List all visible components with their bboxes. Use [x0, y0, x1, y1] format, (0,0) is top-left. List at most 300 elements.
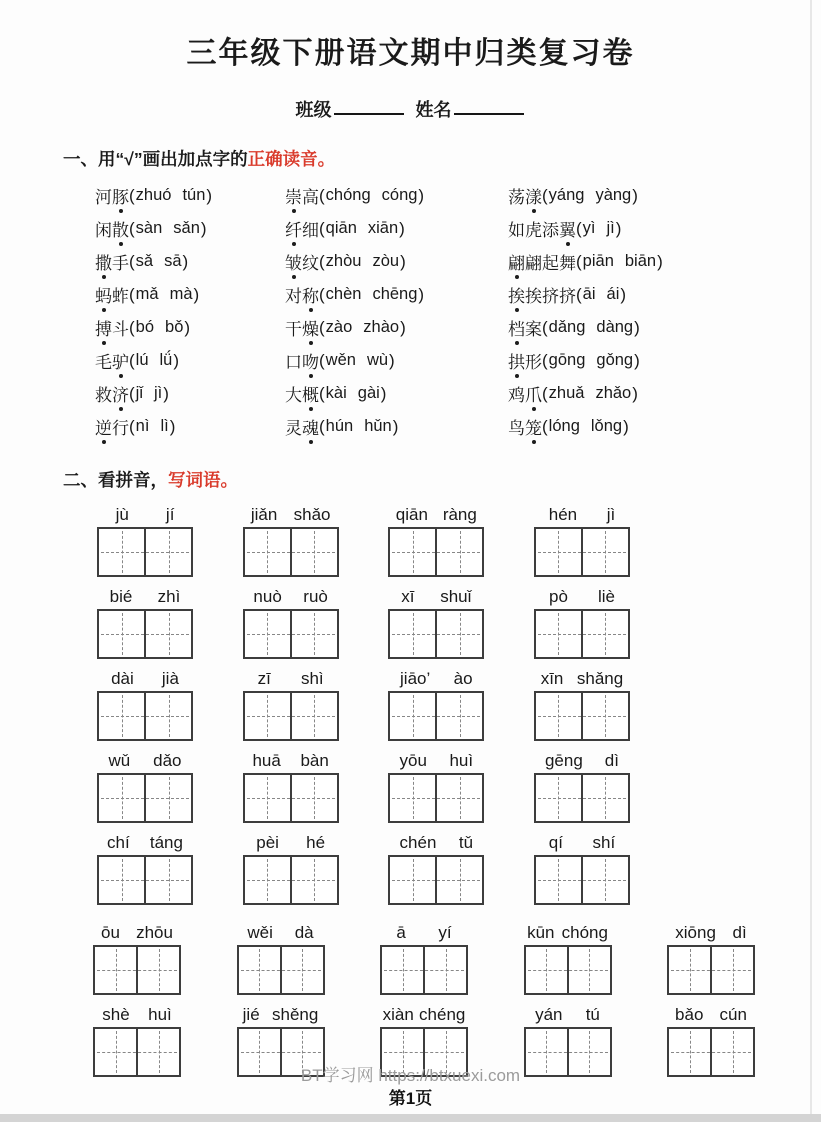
pinyin-syllable: jù — [115, 505, 129, 524]
pinyin-label — [243, 504, 339, 525]
grid-item — [534, 750, 630, 823]
paren-close: ) — [400, 317, 406, 337]
tianzige-cell — [390, 529, 435, 575]
tianzige-cell — [567, 947, 610, 993]
word-item — [95, 344, 285, 377]
pinyin-option-2: bǒ — [165, 318, 184, 336]
word-text — [508, 381, 542, 406]
pinyin-option-2: tún — [182, 186, 206, 204]
pinyin-syllable: jià — [161, 669, 179, 688]
word-char: 翩 — [525, 254, 542, 273]
tianzige-box — [534, 855, 630, 905]
word-char: 救 — [95, 386, 112, 405]
word-char: 蚱 — [112, 287, 129, 306]
grid-item — [388, 586, 484, 659]
word-char: 舞 — [559, 254, 576, 273]
section1-heading-text: 用“√”画出加点字的 — [98, 149, 248, 169]
pinyin-syllable: ràng — [442, 505, 477, 524]
tianzige-cell — [390, 775, 435, 821]
paren-close: ) — [657, 251, 663, 271]
paren-open: ( — [542, 350, 548, 370]
word-char: 行 — [112, 419, 129, 438]
word-char: 闲 — [95, 221, 112, 240]
tianzige-box — [667, 945, 755, 995]
pinyin-grid-row — [97, 586, 630, 659]
grid-item — [243, 504, 339, 577]
paren-open: ( — [319, 284, 325, 304]
paren-close: ) — [634, 350, 640, 370]
paren-close: ) — [399, 218, 405, 238]
pinyin-option-2: biān — [624, 252, 657, 270]
pinyin-syllable: jiǎn — [250, 505, 278, 524]
pinyin-option-1: zhòu — [325, 252, 362, 270]
pinyin-option-1: gōng — [548, 351, 586, 369]
page-title: 三年级下册语文期中归类复习卷 — [186, 37, 635, 70]
pinyin-label — [243, 750, 339, 771]
pinyin-syllable: pò — [548, 587, 568, 606]
pinyin-syllable: bié — [109, 587, 133, 606]
grid-item — [243, 832, 339, 905]
word-char-dotted: 档 — [508, 315, 525, 340]
word-char-dotted: 撒 — [95, 249, 112, 274]
pinyin-syllable: ōu — [101, 923, 120, 942]
pinyin-syllable: yí — [438, 923, 452, 942]
pinyin-option-2: xiān — [367, 219, 399, 237]
tianzige-box — [243, 609, 339, 659]
pinyin-syllable: xīn — [540, 669, 564, 688]
paren-close: ) — [206, 185, 213, 205]
word-item — [285, 344, 508, 377]
grid-item — [97, 668, 193, 741]
pinyin-option-2: chēng — [372, 285, 418, 303]
pinyin-syllable: cún — [719, 1005, 747, 1024]
word-char: 添 — [542, 221, 559, 240]
page-number: 第1页 — [388, 1089, 433, 1108]
paren-open: ( — [542, 383, 548, 403]
word-text — [95, 249, 129, 274]
pinyin-syllable: shí — [592, 833, 616, 852]
pinyin-label — [97, 668, 193, 689]
pinyin-option-1: sàn — [135, 219, 163, 237]
section2-heading — [63, 467, 781, 492]
pinyin-option-2: lì — [160, 417, 169, 435]
name-label: 姓名 — [415, 100, 452, 120]
word-text — [508, 315, 542, 340]
pinyin-syllable: wǔ — [108, 751, 131, 770]
tianzige-box — [380, 945, 468, 995]
pinyin-syllable: chéng — [419, 1005, 466, 1024]
word-char-dotted: 驴 — [112, 348, 129, 373]
word-char: 挤 — [559, 287, 576, 306]
paren-close: ) — [400, 251, 406, 271]
tianzige-box — [534, 773, 630, 823]
pinyin-option-2: dàng — [596, 318, 634, 336]
tianzige-cell — [95, 947, 136, 993]
pinyin-syllable: gēng — [544, 751, 583, 770]
pinyin-option-1: jǐ — [135, 384, 144, 402]
paren-open: ( — [129, 383, 135, 403]
paren-open: ( — [542, 185, 548, 205]
paren-close: ) — [632, 185, 638, 205]
pinyin-syllable: dǎo — [153, 751, 182, 770]
pinyin-label — [388, 504, 484, 525]
pinyin-option-1: bó — [135, 318, 155, 336]
word-text — [508, 282, 576, 307]
pinyin-label — [243, 586, 339, 607]
tianzige-box — [534, 527, 630, 577]
section1-columns — [95, 179, 781, 443]
pinyin-option-1: mǎ — [135, 285, 159, 303]
word-text — [285, 315, 319, 340]
word-item — [285, 212, 508, 245]
tianzige-cell — [390, 611, 435, 657]
paren-open: ( — [129, 251, 135, 271]
pinyin-syllable: chí — [107, 833, 130, 852]
word-char-dotted: 概 — [302, 381, 319, 406]
word-char: 灵 — [285, 419, 302, 438]
pinyin-syllable: tú — [585, 1005, 600, 1024]
word-text — [95, 348, 129, 373]
word-char: 鸟 — [508, 419, 525, 438]
pinyin-option-2: sā — [164, 252, 182, 270]
pinyin-syllable: hén — [548, 505, 578, 524]
paren-close: ) — [634, 317, 640, 337]
tianzige-box — [388, 855, 484, 905]
paren-close: ) — [184, 317, 191, 337]
word-char: 高 — [302, 188, 319, 207]
word-item — [95, 311, 285, 344]
pinyin-option-2: gài — [357, 384, 380, 402]
pinyin-option-1: sǎ — [135, 252, 154, 270]
pinyin-option-2: sǎn — [173, 219, 200, 237]
tianzige-cell — [144, 693, 191, 739]
tianzige-cell — [581, 693, 628, 739]
pinyin-syllable: shuǐ — [440, 587, 472, 606]
pinyin-option-2: zòu — [372, 252, 400, 270]
grid-item — [534, 504, 630, 577]
word-item — [508, 377, 781, 410]
tianzige-cell — [99, 775, 144, 821]
tianzige-box — [524, 945, 612, 995]
word-item — [508, 245, 781, 278]
word-item — [508, 179, 781, 212]
paren-close: ) — [193, 284, 200, 304]
word-text — [285, 282, 319, 307]
word-char-dotted: 爪 — [525, 381, 542, 406]
word-char: 手 — [112, 254, 129, 273]
section2-heading-period: 。 — [220, 470, 238, 490]
pinyin-syllable: nuò — [253, 587, 282, 606]
pinyin-syllable: huā — [252, 751, 281, 770]
pinyin-option-1: yáng — [548, 186, 585, 204]
tianzige-cell — [669, 947, 710, 993]
pinyin-option-1: piān — [582, 252, 614, 270]
pinyin-syllable: chóng — [561, 923, 608, 942]
pinyin-syllable: qiān — [395, 505, 428, 524]
paren-open: ( — [542, 317, 548, 337]
paren-close: ) — [389, 350, 395, 370]
paren-open: ( — [319, 416, 325, 436]
pinyin-grid-row — [97, 504, 630, 577]
word-text — [508, 249, 576, 274]
grid-item — [93, 922, 181, 995]
word-char-dotted: 燥 — [302, 315, 319, 340]
word-char-dotted: 翼 — [559, 216, 576, 241]
tianzige-cell — [536, 693, 581, 739]
grid-item — [237, 922, 325, 995]
tianzige-cell — [435, 857, 482, 903]
tianzige-cell — [144, 529, 191, 575]
section1-column — [95, 179, 285, 443]
word-text — [508, 414, 542, 439]
word-char: 大 — [285, 386, 302, 405]
paren-close: ) — [380, 383, 387, 403]
pinyin-option-1: qiān — [325, 219, 357, 237]
paren-close: ) — [615, 218, 622, 238]
word-text — [285, 216, 319, 241]
pinyin-option-2: gǒng — [596, 351, 634, 369]
tianzige-cell — [423, 947, 466, 993]
pinyin-syllable: dì — [604, 751, 619, 770]
pinyin-syllable: bǎo — [675, 1005, 704, 1024]
pinyin-label — [667, 922, 755, 943]
pinyin-option-2: jì — [154, 384, 163, 402]
tianzige-cell — [536, 529, 581, 575]
tianzige-cell — [99, 693, 144, 739]
pinyin-label — [97, 750, 193, 771]
pinyin-option-1: āi — [582, 285, 596, 303]
tianzige-cell — [144, 857, 191, 903]
word-item — [508, 311, 781, 344]
tianzige-cell — [536, 775, 581, 821]
tianzige-cell — [99, 529, 144, 575]
grid-item — [534, 668, 630, 741]
pinyin-option-1: wěn — [325, 351, 356, 369]
tianzige-cell — [581, 529, 628, 575]
pinyin-label — [243, 668, 339, 689]
pinyin-syllable: jì — [606, 505, 616, 524]
tianzige-box — [97, 609, 193, 659]
tianzige-box — [534, 609, 630, 659]
word-char-dotted: 皱 — [285, 249, 302, 274]
tianzige-box — [388, 773, 484, 823]
pinyin-syllable: shè — [102, 1005, 130, 1024]
tianzige-box — [93, 945, 181, 995]
word-char: 细 — [302, 221, 319, 240]
word-text — [508, 348, 542, 373]
pinyin-syllable: huì — [449, 751, 474, 770]
word-item — [95, 377, 285, 410]
paren-close: ) — [632, 383, 638, 403]
pinyin-label — [388, 832, 484, 853]
tianzige-cell — [144, 611, 191, 657]
tianzige-cell — [581, 857, 628, 903]
grid-item — [243, 586, 339, 659]
grid-item — [97, 586, 193, 659]
word-item — [508, 212, 781, 245]
pinyin-option-1: zhuó — [135, 186, 172, 204]
grid-item — [380, 922, 468, 995]
word-char-dotted: 魂 — [302, 414, 319, 439]
grid-item — [388, 504, 484, 577]
paren-close: ) — [169, 416, 176, 436]
class-blank-line — [334, 113, 404, 116]
tianzige-cell — [280, 947, 323, 993]
grid-item — [388, 668, 484, 741]
tianzige-box — [243, 773, 339, 823]
pinyin-option-1: hún — [325, 417, 354, 435]
tianzige-cell — [536, 857, 581, 903]
pinyin-label — [388, 668, 484, 689]
word-text — [95, 414, 129, 439]
pinyin-label — [534, 832, 630, 853]
tianzige-box — [243, 527, 339, 577]
pinyin-label — [388, 586, 484, 607]
pinyin-grid-row — [93, 922, 755, 995]
pinyin-syllable: zhōu — [136, 923, 173, 942]
tianzige-cell — [526, 947, 567, 993]
pinyin-label — [524, 922, 612, 943]
pinyin-label — [97, 832, 193, 853]
tianzige-box — [97, 691, 193, 741]
pinyin-label — [97, 504, 193, 525]
section1-heading-highlight: 正确读音 — [247, 149, 318, 169]
pinyin-label — [237, 922, 325, 943]
word-char-dotted: 蚂 — [95, 282, 112, 307]
word-item — [285, 245, 508, 278]
word-char-dotted: 吻 — [302, 348, 319, 373]
tianzige-cell — [435, 611, 482, 657]
word-char: 毛 — [95, 353, 112, 372]
pinyin-option-1: lóng — [548, 417, 580, 435]
pinyin-option-2: zhǎo — [595, 384, 632, 402]
pinyin-syllable: táng — [149, 833, 183, 852]
paren-open: ( — [576, 251, 582, 271]
paren-close: ) — [620, 284, 627, 304]
grid-item — [243, 668, 339, 741]
word-item — [95, 245, 285, 278]
section2-heading-text: 看拼音， — [98, 470, 168, 490]
tianzige-cell — [290, 775, 337, 821]
pinyin-option-1: chèn — [325, 285, 362, 303]
pinyin-syllable: ruò — [303, 587, 328, 606]
word-item — [95, 410, 285, 443]
pinyin-label — [667, 1004, 755, 1025]
word-text — [285, 348, 319, 373]
pinyin-label — [534, 668, 630, 689]
word-item — [95, 278, 285, 311]
paren-close: ) — [182, 251, 189, 271]
word-char-dotted: 翩 — [508, 249, 525, 274]
pinyin-syllable: shǎo — [293, 505, 331, 524]
paren-open: ( — [129, 416, 135, 436]
word-char: 挨 — [525, 287, 542, 306]
pinyin-syllable: tǔ — [458, 833, 474, 852]
pinyin-syllable: bàn — [300, 751, 329, 770]
pinyin-label — [534, 504, 630, 525]
word-char-dotted: 笼 — [525, 414, 542, 439]
word-item — [508, 344, 781, 377]
paren-open: ( — [319, 218, 325, 238]
tianzige-cell — [245, 775, 290, 821]
tianzige-cell — [144, 775, 191, 821]
pinyin-syllable: shěng — [272, 1005, 319, 1024]
word-text — [95, 381, 129, 406]
grid-item — [97, 750, 193, 823]
paren-close: ) — [418, 284, 425, 304]
pinyin-syllable: yōu — [399, 751, 427, 770]
paren-open: ( — [129, 218, 135, 238]
word-text — [95, 315, 129, 340]
pinyin-option-2: cóng — [381, 186, 418, 204]
word-text — [95, 216, 129, 241]
word-item — [508, 410, 781, 443]
pinyin-label — [534, 750, 630, 771]
pinyin-option-1: chóng — [325, 186, 371, 204]
word-item — [95, 212, 285, 245]
word-char: 河 — [95, 188, 112, 207]
tianzige-cell — [382, 947, 423, 993]
paren-close: ) — [200, 218, 207, 238]
word-char-dotted: 搏 — [95, 315, 112, 340]
word-char-dotted: 挨 — [508, 282, 525, 307]
paren-open: ( — [319, 350, 325, 370]
tianzige-cell — [239, 947, 280, 993]
word-item — [95, 179, 285, 212]
section2-rows — [63, 504, 781, 1077]
word-text — [285, 249, 319, 274]
word-char-dotted: 崇 — [285, 183, 302, 208]
word-char-dotted: 拱 — [508, 348, 525, 373]
pinyin-option-1: kài — [325, 384, 347, 402]
word-item — [285, 179, 508, 212]
word-item — [285, 377, 508, 410]
word-text — [95, 183, 129, 208]
tianzige-cell — [245, 611, 290, 657]
section2-heading-highlight: 写词语 — [168, 470, 221, 490]
word-char: 案 — [525, 320, 542, 339]
paren-open: ( — [319, 383, 325, 403]
paren-close: ) — [392, 416, 399, 436]
name-blank-line — [454, 113, 524, 116]
pinyin-syllable: pèi — [256, 833, 279, 852]
pinyin-option-1: lú — [135, 351, 149, 369]
word-char-dotted: 散 — [112, 216, 129, 241]
tianzige-cell — [290, 857, 337, 903]
pinyin-label — [243, 832, 339, 853]
pinyin-option-1: dǎng — [548, 318, 586, 336]
grid-item — [388, 750, 484, 823]
pinyin-syllable: wěi — [247, 923, 273, 942]
tianzige-cell — [99, 611, 144, 657]
scan-edge-right — [810, 0, 812, 1122]
word-item — [285, 278, 508, 311]
pinyin-label — [93, 1004, 181, 1025]
class-label: 班级 — [295, 100, 332, 120]
pinyin-label — [380, 1004, 468, 1025]
pinyin-label — [524, 1004, 612, 1025]
paren-open: ( — [129, 185, 135, 205]
tianzige-box — [388, 527, 484, 577]
section1-heading — [63, 146, 781, 171]
footer-watermark: BT学习网 https://btxuexi.com — [300, 1066, 521, 1085]
pinyin-option-2: lǘ — [159, 351, 173, 369]
word-char: 虎 — [525, 221, 542, 240]
paren-open: ( — [542, 416, 548, 436]
pinyin-label — [388, 750, 484, 771]
grid-item — [524, 922, 612, 995]
pinyin-syllable: xiōng — [675, 923, 716, 942]
